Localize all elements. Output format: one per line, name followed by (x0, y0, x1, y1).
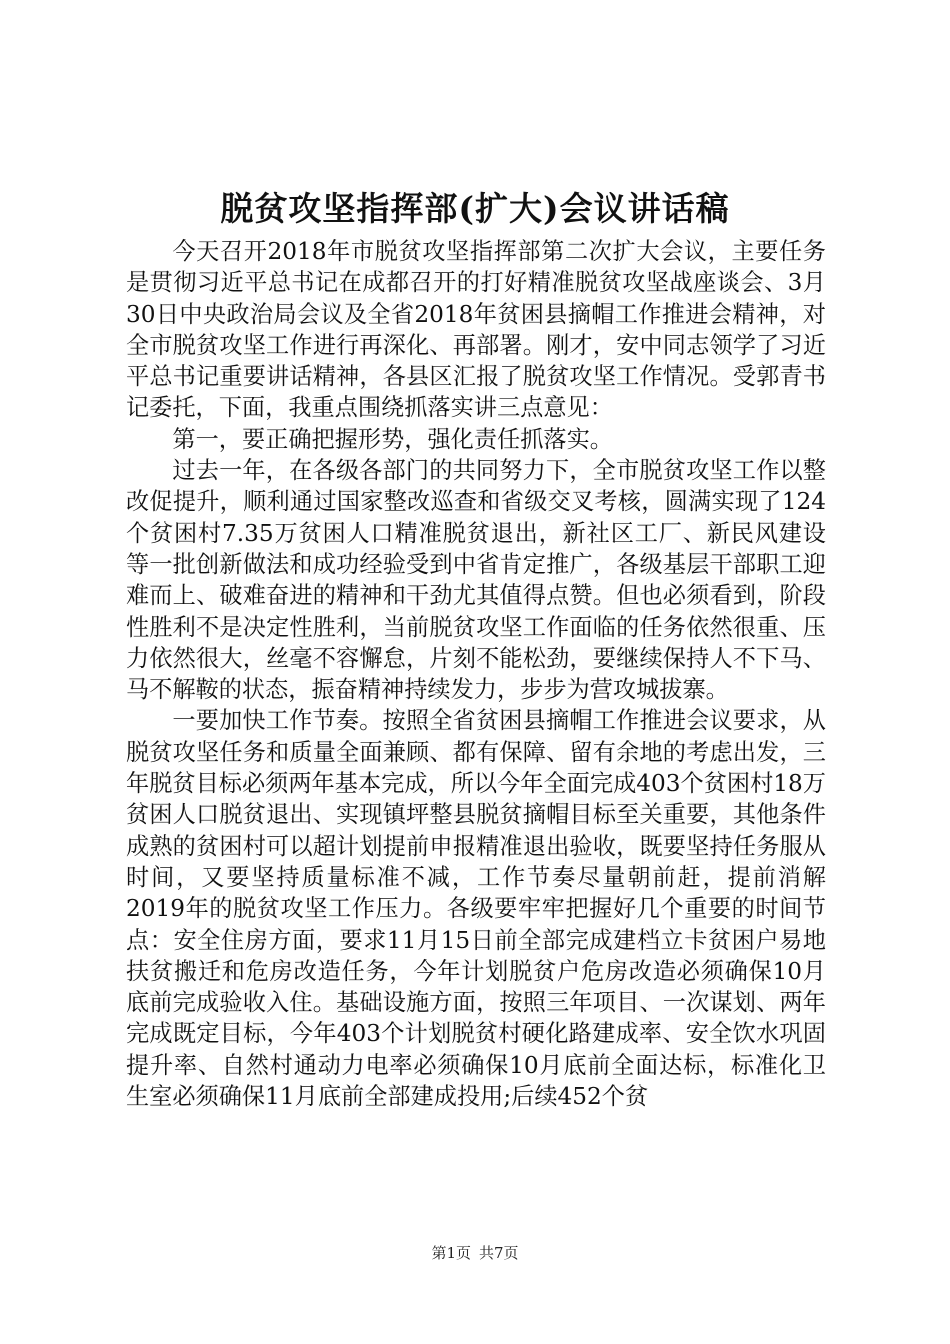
page-number: 第1页 (431, 1244, 471, 1262)
document-title: 脱贫攻坚指挥部(扩大)会议讲话稿 (220, 189, 730, 228)
page-footer (0, 1243, 950, 1263)
paragraph-review: 过去一年，在各级各部门的共同努力下，全市脱贫攻坚工作以整改促提升，顺利通过国家整改巡查和省级交叉考核，圆满实现了124个贫困村7.35万贫困人口精准脱贫退出，新社区工厂、新民风建设等一批创新做法和成功经验受到中省肯定推广，各级基层干部职工迎难而上、破难奋进的精神和干劲尤其值得点赞。但也必须看到，阶段性胜利不是决定性胜利，当前脱贫攻坚工作面临的任务依然很重、压力依然很大，丝毫不容懈怠，片刻不能松劲，要继续保持人不下马、马不解鞍的状态，振奋精神持续发力，步步为营攻城拔寨。 (126, 457, 826, 704)
paragraph-pace: 一要加快工作节奏。按照全省贫困县摘帽工作推进会议要求，从脱贫攻坚任务和质量全面兼顾、都有保障、留有余地的考虑出发，三年脱贫目标必须两年基本完成，所以今年全面完成403个贫困村18万贫困人口脱贫退出、实现镇坪整县脱贫摘帽目标至关重要，其他条件成熟的贫困村可以超计划提前申报精准退出验收，既要坚持任务服从时间，又要坚持质量标准不减，工作节奏尽量朝前赶，提前消解2019年的脱贫攻坚工作压力。各级要牢牢把握好几个重要的时间节点：安全住房方面，要求11月15日前全部完成建档立卡贫困户易地扶贫搬迁和危房改造任务，今年计划脱贫户危房改造必须确保10月底前完成验收入住。基础设施方面，按照三年项目、一次谋划、两年完成既定目标，今年403个计划脱贫村硬化路建成率、安全饮水巩固提升率、自然村通动力电率必须确保10月底前全面达标，标准化卫生室必须确保11月底前全部建成投用;后续452个贫 (126, 707, 826, 1111)
document-body (126, 236, 826, 1112)
page-total: 共7页 (479, 1244, 519, 1262)
paragraph-heading-first: 第一，要正确把握形势，强化责任抓落实。 (172, 425, 613, 453)
paragraph-intro: 今天召开2018年市脱贫攻坚指挥部第二次扩大会议，主要任务是贯彻习近平总书记在成都召开的打好精准脱贫攻坚战座谈会、3月30日中央政治局会议及全省2018年贫困县摘帽工作推进会精神，对全市脱贫攻坚工作进行再深化、再部署。刚才，安中同志领学了习近平总书记重要讲话精神，各县区汇报了脱贫攻坚工作情况。受郭青书记委托，下面，我重点围绕抓落实讲三点意见： (126, 238, 826, 422)
